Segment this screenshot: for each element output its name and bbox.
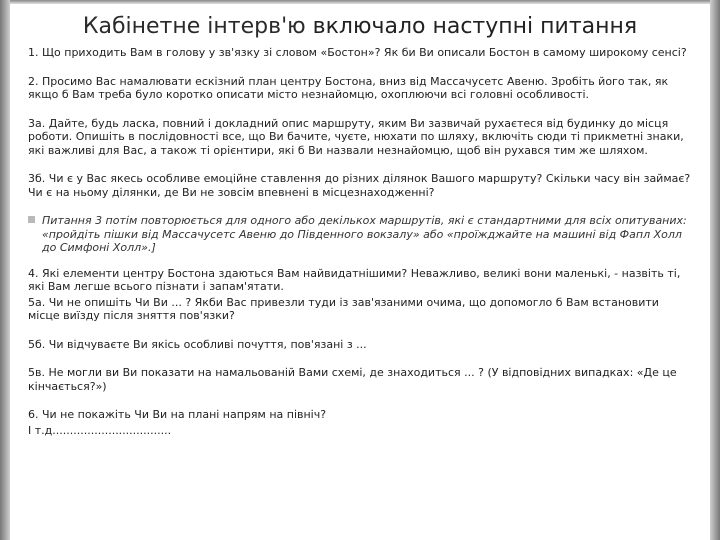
bullet-square-icon bbox=[28, 216, 35, 223]
questions-body bbox=[28, 46, 692, 437]
question-4: 4. Які елементи центру Бостона здаються Вам найвидатнішими? Неважливо, великі вони маленькі, - назвіть ті, які Вам легше всього пізнати і запам'ятати. bbox=[28, 266, 681, 293]
note-bullet bbox=[28, 214, 692, 255]
question-3b: 3б. Чи є у Вас якесь особливе емоційне ставлення до різних ділянок Вашого маршруту? Скільки часу він займає? Чи є на ньому ділянки, де Ви не зовсім впевнені в місцезнаходженні? bbox=[28, 172, 691, 199]
title-part-2: включало наступні питання bbox=[312, 14, 638, 39]
question-5a: 5а. Чи не опишіть Чи Ви ... ? Якби Вас привезли туди із зав'язаними очима, що допомогло б Вам встановити місце виїзду після зняття пов'язки? bbox=[28, 295, 659, 322]
frame-right-border bbox=[710, 0, 720, 540]
question-3a: 3а. Дайте, будь ласка, повний і докладний опис маршруту, яким Ви зазвичай рухаєтеся від будинку до місця роботи. Опишіть в послідовності все, що Ви бачите, чуєте, нюхати по шляху, включіть сюди ті прикметні знаки, які важливі для Вас, а також ті орієнтири, які б Ви назвали незнайомцю, щоб він рухався тим же шляхом. bbox=[28, 116, 684, 157]
etc-line: І т.д.................................. bbox=[28, 423, 172, 437]
question-5v: 5в. Не могли ви Ви показати на намальованій Вами схемі, де знаходиться ... ? (У відповідних випадках: «Де це кінчається?») bbox=[28, 366, 677, 393]
frame-top-border bbox=[0, 0, 720, 4]
note-text: Питання 3 потім повторюється для одного або декількох маршрутів, які є стандартними для всіх опитуваних: «пройдіть пішки від Массачусетс Авеню до Південного вокзалу» або «проїжджайте на машині від Фапл Холл до Симфоні Холл».] bbox=[42, 214, 687, 254]
title-part-1: Кабінетне інтерв'ю bbox=[82, 14, 306, 39]
frame-left-border bbox=[0, 0, 10, 540]
page-title bbox=[0, 14, 720, 39]
question-1: 1. Що приходить Вам в голову у зв'язку зі словом «Бостон»? Як би Ви описали Бостон в самому широкому сенсі? bbox=[28, 46, 687, 59]
question-6: 6. Чи не покажіть Чи Ви на плані напрям на північ? bbox=[28, 408, 327, 421]
question-5b: 5б. Чи відчуваєте Ви якісь особливі почуття, пов'язані з ... bbox=[28, 337, 367, 351]
question-2: 2. Просимо Вас намалювати ескізний план центру Бостона, вниз від Массачусетс Авеню. Зробіть його так, як якщо б Вам треба було коротко описати місто незнайомцю, охоплюючи всі головні особливості. bbox=[28, 74, 669, 101]
